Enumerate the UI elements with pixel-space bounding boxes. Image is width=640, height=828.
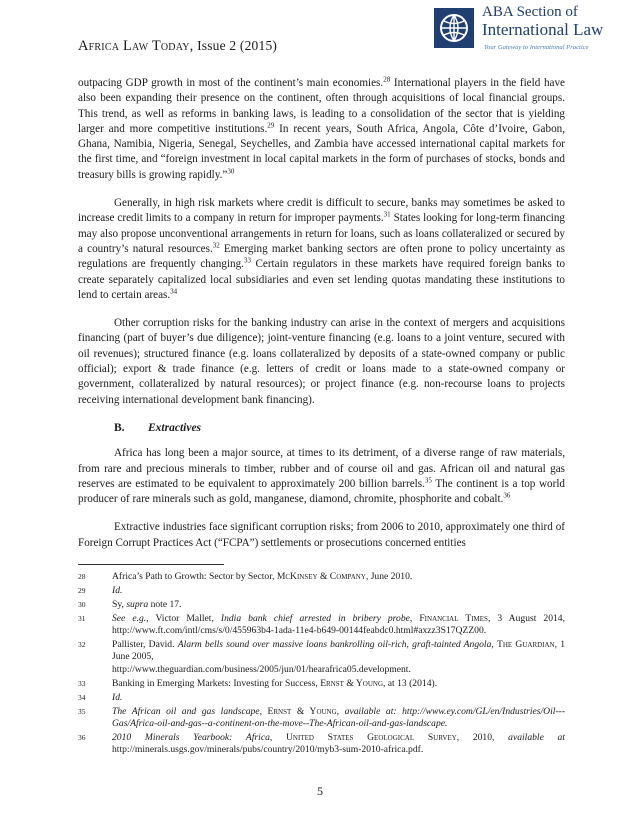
footnote-ref: 36 [503,491,511,500]
section-title: Extractives [148,421,202,434]
footnote-ref: 30 [227,167,235,176]
footnote-text: Africa’s Path to Growth: Sector by Sector, [112,571,277,582]
footnote-text: supra [126,598,149,610]
journal-title [78,38,277,55]
footnote-text: 2010 Minerals Yearbook: Africa [112,731,270,743]
footnote-text: , [269,731,286,743]
logo-line2: International Law [482,20,604,39]
footnote-text: Financial Times [419,612,488,624]
footnote-text: India bank chief arrested in bribery probe [220,612,410,624]
journal-name: Africa Law Today, [78,38,194,54]
footnote-text: , [491,639,498,651]
logo-line1: ABA Section of [482,4,578,20]
paragraph-text: The continent is a top world producer of rare minerals such as gold, manganese, diamond, chromite, phosphorite and cobalt. [78,477,566,506]
footnote-text: , 2010, [456,731,509,743]
paragraph-text: Other corruption risks for the banking industry can arise in the context of mergers and acquisitions financing (part of buyer’s due diligence); joint-venture financing (e.g. loans to a joint venture, secured with oil revenues); structured finance (e.g. loans collateralized by deposits of a state-owned company or public official); export & trade finance (e.g. letters of credit or loans made to a state-owned company or government, collateralized by natural resources); or project finance (e.g. non-recourse loans to projects receiving international development bank financing). [78,317,565,406]
paragraph-text: Africa has long been a major source, at times to its detriment, of a diverse range of raw materials, from rare and precious minerals to timber, rubber and of course oil and gas. African oil and natural gas reserves are estimated to be equivalent to approximately 200 billion barrels. [78,447,565,490]
footnote-33 [78,678,565,690]
page-header [0,0,640,72]
footnote-text: Alarm bells sound over massive loans bankrolling oil-rich, graft-tainted Angola [177,639,492,651]
footnote-number: 28 [78,572,86,581]
footnote-ref: 34 [170,287,178,296]
footnotes [78,571,565,758]
footnote-text: Pallister, David. [112,639,178,651]
paragraph-text: Extractive industries face significant corruption risks; from 2006 to 2010, approximately one third of Foreign Corrupt Practices Act (“FCPA”) settlements or prosecutions concerned entities [78,521,565,549]
footnote-number: 30 [78,599,86,609]
footnote-text: available at [508,731,566,743]
footnote-text: Id. [112,691,123,703]
footnote-29 [78,585,565,597]
footnote-text: Ernst & Young [267,705,337,717]
footnote-number: 29 [78,585,86,595]
footnote-32 [78,639,565,676]
footnote-30 [78,599,565,611]
footnote-ref: 33 [243,256,251,265]
page-number: 5 [317,784,323,798]
footnote-text: , [409,612,420,624]
footnote-number: 34 [78,692,86,702]
footnote-31 [78,613,565,638]
footnote-text: , at 13 (2014). [383,677,438,689]
paragraph-text: States looking for long-term financing may also propose unconventional arrangements in return for loans, such as loans collateralized or secured by a country’s natural resources. [78,212,565,255]
footnote-text: Victor Mallet, [148,612,221,624]
aba-logo [434,4,624,62]
footnote-text: http://www.theguardian.com/business/2005/jun/01/hearafrica05.development. [112,663,411,675]
footnote-text: http://minerals.usgs.gov/minerals/pubs/country/2010/myb3-sum-2010-africa.pdf. [112,744,424,756]
aba-globe-logo-icon [434,8,474,48]
paragraph-text: Generally, in high risk markets where credit is difficult to secure, banks may sometimes be asked to increase credit limits to a company in return for improper payments. [78,197,565,225]
paragraph-text: In recent years, South Africa, Angola, Côte d’Ivoire, Gabon, Ghana, Namibia, Nigeria, Senegal, Seychelles, and Zambia have accessed international capital markets for the first time, and “foreign investment in local capital markets in the form of purchases of stocks, bonds and treasury bills is growing rapidly.” [78,122,565,181]
footnote-number: 33 [78,678,86,688]
section-letter: B. [114,421,125,434]
footnote-text: Banking in Emerging Markets: Investing for Success, [112,677,321,689]
paragraph-p1 [78,76,565,183]
footnote-text: Ernst & Young [320,677,383,689]
footnote-text: The African oil and gas landscape [112,705,260,717]
footnote-text: United States Geological Survey [286,731,457,743]
footnote-35 [78,706,565,731]
footnote-text: note 17. [148,598,182,610]
paragraph-text: outpacing GDP growth in most of the continent’s main economies. [78,77,384,89]
footnote-text: , 1 June 2005, [112,639,566,663]
footnote-34 [78,692,565,704]
footnote-text: , [259,705,268,717]
footnote-ref: 32 [212,241,220,250]
paragraph-p2 [78,196,565,303]
footnote-28 [78,571,565,583]
section-heading [78,421,565,436]
paragraph-p4 [78,446,565,507]
footnote-36 [78,732,565,757]
footnote-number: 32 [78,640,86,650]
footnote-number: 36 [78,732,86,742]
footnote-text: Id. [112,584,123,596]
footnote-number: 31 [78,613,86,623]
paragraph-p5 [78,520,565,551]
paragraph-text: Certain regulators in these markets have required foreign banks to create separately capitalized local subsidiaries and even set lending quotas mandating these institutions to lend to certain areas. [78,258,566,301]
footnote-text: available at: http://www.ey.com/GL/en/Industries/Oil---Gas/Africa-oil-and-gas--a-continent-on-the-move--The-African-oil-and-gas-landscape. [112,705,566,729]
paragraph-p3 [78,316,565,408]
footnote-ref: 35 [424,476,432,485]
paragraph-text: International players in the field have also been expanding their presence on the continent, often through acquisitions of local financial groups. This trend, as well as reforms in banking laws, is leading to a consolidation of the sector that is yielding larger and more competitive institutions. [78,77,565,135]
footnote-divider [78,564,224,565]
footnote-ref: 28 [383,75,391,84]
main-text [78,76,565,564]
footnote-text: , [336,705,345,717]
footnote-ref: 29 [267,121,275,130]
footnote-number: 35 [78,706,86,716]
footnote-text: Sy, [112,598,127,610]
footnote-text: , June 2010. [365,571,413,582]
paragraph-text: Emerging market banking sectors are often prone to policy uncertainty as regulations are frequently changing. [78,242,566,271]
footnote-text: , 3 August 2014, http://www.ft.com/intl/cms/s/0/455963b4-1ada-11e4-b649-00144feabdc0.html#axzz3S17QZZ00. [112,612,565,637]
footnote-text: The Guardian [497,639,555,651]
footnote-text: See e.g., [112,612,149,624]
footnote-ref: 31 [383,210,391,219]
footnote-text: McKinsey & Company [276,571,366,582]
logo-tagline: Your Gateway to International Practice [484,44,589,51]
journal-issue: Issue 2 (2015) [197,38,278,53]
